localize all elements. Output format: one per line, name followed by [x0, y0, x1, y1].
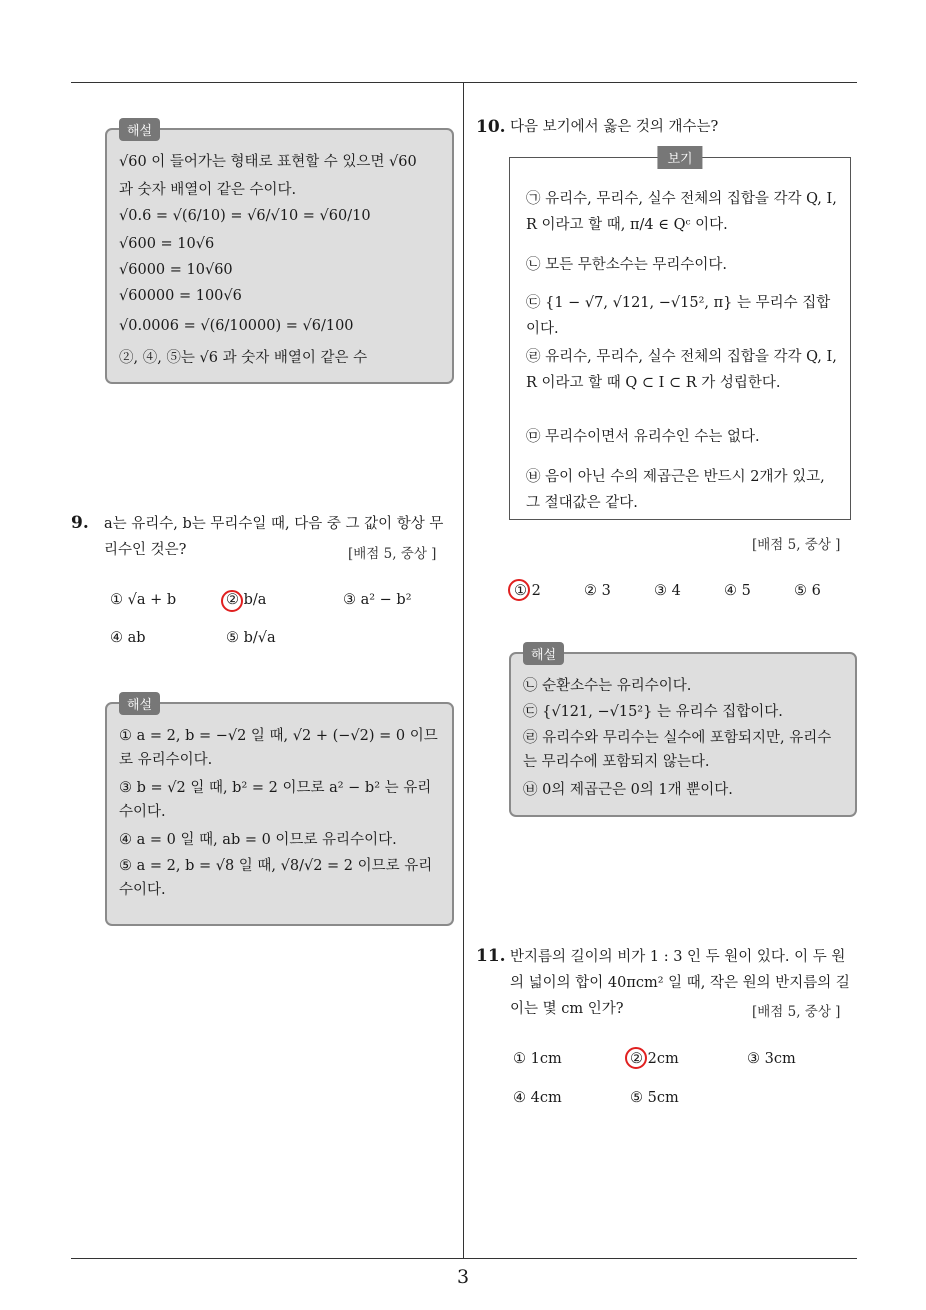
q10-choice-4[interactable]: ④ 5 — [724, 583, 751, 599]
top-rule — [71, 82, 857, 83]
question-10-text: 다음 보기에서 옳은 것의 개수는? — [510, 119, 719, 135]
bogi-item: ㉤ 무리수이면서 유리수인 수는 없다. — [526, 429, 760, 445]
q11-choice-4[interactable]: ④ 4cm — [513, 1090, 562, 1106]
answer-mark-circle — [221, 590, 243, 612]
q9-explanation-line: ⑤ a = 2, b = √8 일 때, √8/√2 = 2 이므로 유리수이다. — [119, 858, 433, 898]
explanation-tab: 해설 — [119, 692, 160, 715]
q9-explanation-box — [105, 698, 454, 926]
q8-explanation-line: √600 = 10√6 — [119, 236, 215, 252]
column-divider — [463, 83, 464, 1258]
question-11-number: 11. — [476, 946, 506, 966]
question-10-score: [배점 5, 중상 ] — [752, 537, 841, 553]
question-9-number: 9. — [71, 513, 89, 533]
q8-explanation-line: 과 숫자 배열이 같은 수이다. — [119, 182, 297, 198]
q8-explanation-line: √0.6 = √(6/10) = √6/√10 = √60/10 — [119, 208, 371, 224]
q9-choice-1[interactable]: ① √a + b — [110, 592, 177, 608]
bogi-item: ㉠ 유리수, 무리수, 실수 전체의 집합을 각각 Q, I, R 이라고 할 때, π/4 ∈ Qᶜ 이다. — [526, 191, 837, 233]
q9-choice-5[interactable]: ⑤ b/√a — [226, 630, 276, 646]
q9-choice-3[interactable]: ③ a² − b² — [343, 592, 412, 608]
q11-choice-3[interactable]: ③ 3cm — [747, 1051, 796, 1067]
question-10-number: 10. — [476, 117, 506, 137]
bogi-item: ㉡ 모든 무한소수는 무리수이다. — [526, 257, 728, 273]
question-9-score: [배점 5, 중상 ] — [348, 546, 437, 562]
q9-explanation-line: ③ b = √2 일 때, b² = 2 이므로 a² − b² 는 유리수이다. — [119, 780, 432, 820]
answer-mark-circle — [625, 1047, 647, 1069]
q11-choice-1[interactable]: ① 1cm — [513, 1051, 562, 1067]
bogi-item: ㉣ 유리수, 무리수, 실수 전체의 집합을 각각 Q, I, R 이라고 할 때 Q ⊂ I ⊂ R 가 성립한다. — [526, 349, 837, 391]
page-number: 3 — [456, 1266, 470, 1288]
q9-explanation-line: ④ a = 0 일 때, ab = 0 이므로 유리수이다. — [119, 832, 397, 848]
q10-explanation-box — [509, 648, 857, 817]
question-9-text: a는 유리수, b는 무리수일 때, 다음 중 그 값이 항상 무리수인 것은? — [104, 516, 444, 558]
q11-choice-5[interactable]: ⑤ 5cm — [630, 1090, 679, 1106]
q10-choice-3[interactable]: ③ 4 — [654, 583, 681, 599]
q9-explanation-line: ① a = 2, b = −√2 일 때, √2 + (−√2) = 0 이므로 유리수이다. — [119, 728, 438, 768]
explanation-tab: 해설 — [119, 118, 160, 141]
bottom-rule — [71, 1258, 857, 1259]
q8-explanation-line: √6000 = 10√60 — [119, 262, 233, 278]
q8-explanation-line: √60 이 들어가는 형태로 표현할 수 있으면 √60 — [119, 154, 417, 170]
q10-choice-1[interactable]: ① 2 — [514, 583, 541, 599]
explanation-tab: 해설 — [523, 642, 564, 665]
answer-mark-circle — [508, 579, 530, 601]
q8-explanation-line: ②, ④, ⑤는 √6 과 숫자 배열이 같은 수 — [119, 350, 368, 366]
q10-explanation-line: ㉣ 유리수와 무리수는 실수에 포함되지만, 유리수는 무리수에 포함되지 않는다. — [523, 730, 832, 770]
q8-explanation-line: √60000 = 100√6 — [119, 288, 242, 304]
question-11-score: [배점 5, 중상 ] — [752, 1004, 841, 1020]
q8-explanation-box — [105, 124, 454, 384]
q10-choice-5[interactable]: ⑤ 6 — [794, 583, 821, 599]
q9-choice-2[interactable]: ② b/a — [226, 592, 267, 608]
q8-explanation-line: √0.0006 = √(6/10000) = √6/100 — [119, 318, 354, 334]
q11-choice-2[interactable]: ② 2cm — [630, 1051, 679, 1067]
q9-choice-4[interactable]: ④ ab — [110, 630, 146, 646]
q10-explanation-line: ㉥ 0의 제곱근은 0의 1개 뿐이다. — [523, 782, 733, 798]
bogi-item: ㉢ {1 − √7, √121, −√15², π} 는 무리수 집합이다. — [526, 295, 831, 337]
q10-choice-2[interactable]: ② 3 — [584, 583, 611, 599]
bogi-item: ㉥ 음이 아닌 수의 제곱근은 반드시 2개가 있고, 그 절대값은 같다. — [526, 469, 825, 511]
q10-explanation-line: ㉢ {√121, −√15²} 는 유리수 집합이다. — [523, 704, 783, 720]
bogi-tab: 보기 — [657, 146, 702, 169]
question-11-text: 반지름의 길이의 비가 1 : 3 인 두 원이 있다. 이 두 원의 넓이의 합이 40πcm² 일 때, 작은 원의 반지름의 길이는 몇 cm 인가? — [510, 949, 850, 1017]
bogi-box — [509, 152, 851, 520]
q10-explanation-line: ㉡ 순환소수는 유리수이다. — [523, 678, 692, 694]
